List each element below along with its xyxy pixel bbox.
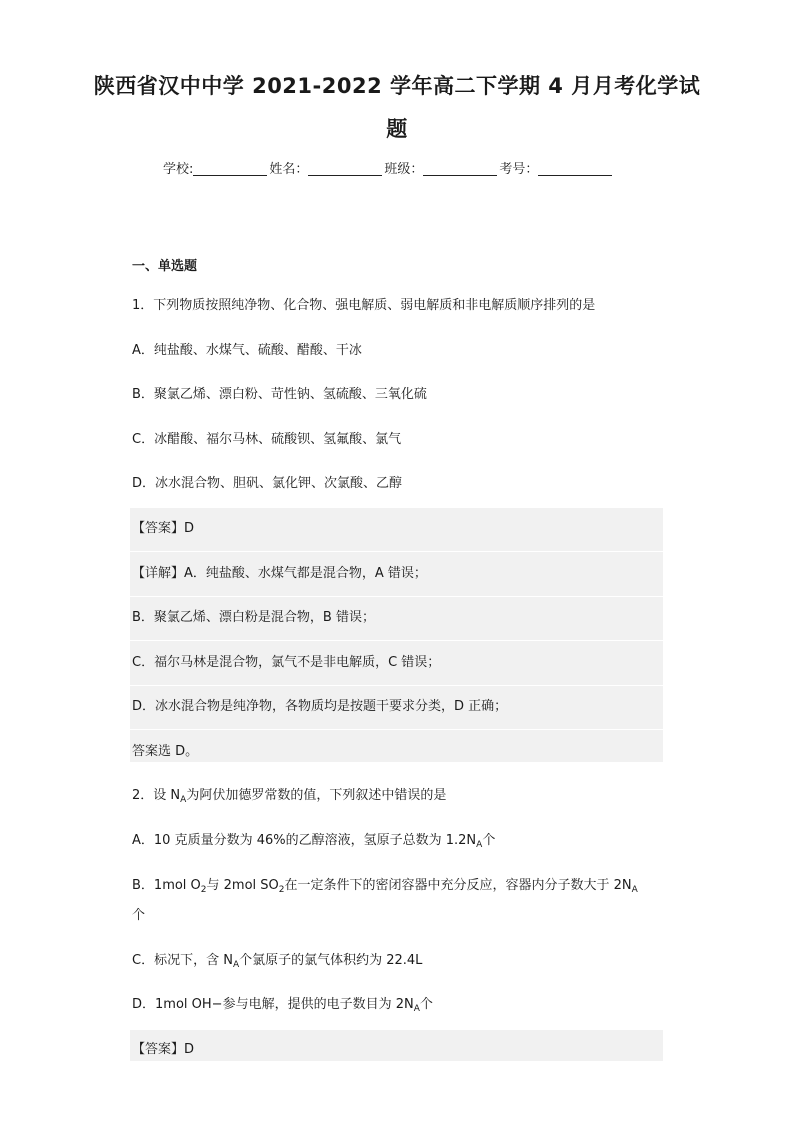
class-blank[interactable] xyxy=(423,161,497,176)
question-1-detail-line: B．聚氯乙烯、漂白粉是混合物，B 错误； xyxy=(132,610,375,625)
subscript: 2 xyxy=(278,885,285,895)
divider xyxy=(130,640,663,641)
number-label: 考号： xyxy=(499,162,539,177)
option-text: 与 2mol SO xyxy=(206,878,279,893)
subscript: A xyxy=(232,960,240,970)
option-text: 在一定条件下的密闭容器中充分反应，容器内分子数大于 2N xyxy=(284,878,632,893)
option-text: A．10 克质量分数为 46%的乙醇溶液，氢原子总数为 1.2N xyxy=(132,833,477,848)
subscript: 2 xyxy=(200,885,207,895)
section-heading: 一、单选题 xyxy=(132,259,198,274)
question-1-option-a: A．纯盐酸、水煤气、硫酸、醋酸、干冰 xyxy=(132,343,362,358)
question-1-stem: 1．下列物质按照纯净物、化合物、强电解质、弱电解质和非电解质顺序排列的是 xyxy=(132,298,596,313)
question-1-detail-line: 答案选 D。 xyxy=(132,744,199,759)
class-label: 班级： xyxy=(384,162,424,177)
option-text: C．标况下，含 N xyxy=(132,953,233,968)
subscript: A xyxy=(476,840,483,850)
divider xyxy=(130,729,663,730)
option-text: 参与电解，提供的电子数目为 2N xyxy=(222,997,414,1012)
subscript: A xyxy=(180,795,187,805)
question-1-option-b: B．聚氯乙烯、漂白粉、苛性钠、氢硫酸、三氧化硫 xyxy=(132,387,427,402)
question-1-option-d: D．冰水混合物、胆矾、氯化钾、次氯酸、乙醇 xyxy=(132,476,403,491)
question-2-stem-text: 为阿伏加德罗常数的值，下列叙述中错误的是 xyxy=(186,788,447,803)
name-blank[interactable] xyxy=(308,161,382,176)
question-1-option-c: C．冰醋酸、福尔马林、硫酸钡、氢氟酸、氯气 xyxy=(132,432,402,447)
question-2-stem-text: 2．设 N xyxy=(132,788,181,803)
option-text: B．1mol O xyxy=(132,878,201,893)
subscript: A xyxy=(631,885,638,895)
school-blank[interactable] xyxy=(193,161,267,176)
superscript-minus: − xyxy=(211,997,223,1012)
student-info-line xyxy=(163,158,614,177)
question-2-answer-box xyxy=(130,1030,663,1061)
document-title: 陕西省汉中中学 2021-2022 学年高二下学期 4 月月考化学试 xyxy=(93,74,701,98)
name-label: 姓名： xyxy=(269,162,309,177)
question-2-option-d xyxy=(132,993,433,1014)
question-2-option-c xyxy=(132,949,422,970)
divider xyxy=(130,685,663,686)
question-2-answer: 【答案】D xyxy=(132,1042,195,1057)
subscript: A xyxy=(413,1004,420,1014)
document-title-continued: 题 xyxy=(386,117,408,141)
option-text: 个 xyxy=(419,997,433,1012)
question-2-option-b-wrap: 个 xyxy=(132,908,146,923)
question-1-detail-line: 【详解】A．纯盐酸、水煤气都是混合物，A 错误； xyxy=(132,566,427,581)
question-1-answer: 【答案】D xyxy=(132,521,195,536)
question-1-detail-line: D．冰水混合物是纯净物，各物质均是按题干要求分类，D 正确； xyxy=(132,699,508,714)
divider xyxy=(130,551,663,552)
question-1-answer-box xyxy=(130,508,663,762)
question-2-option-b xyxy=(132,874,638,895)
option-text: 个 xyxy=(482,833,496,848)
option-text: 个氯原子的氯气体积约为 22.4L xyxy=(239,953,423,968)
question-2-option-a xyxy=(132,829,495,850)
number-blank[interactable] xyxy=(538,161,612,176)
option-text: D．1mol OH xyxy=(132,997,212,1012)
question-1-detail-line: C．福尔马林是混合物，氯气不是非电解质，C 错误； xyxy=(132,655,441,670)
question-2-stem xyxy=(132,784,446,805)
school-label: 学校: xyxy=(163,162,194,177)
divider xyxy=(130,596,663,597)
